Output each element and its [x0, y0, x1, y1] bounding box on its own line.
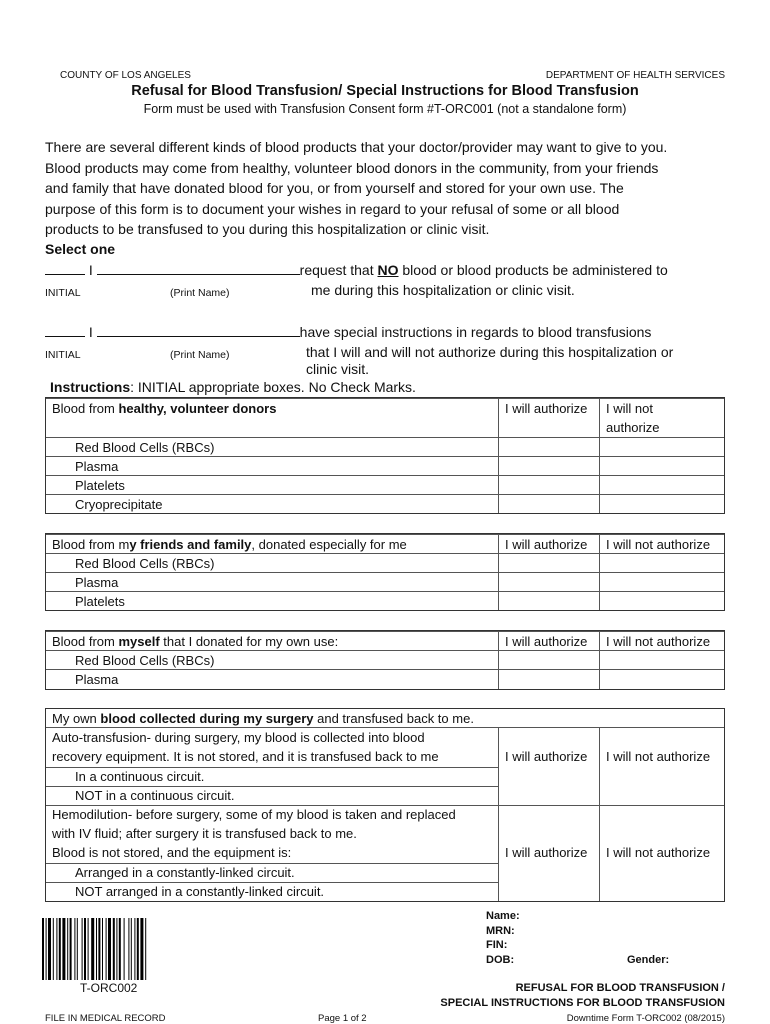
table-row[interactable] [46, 572, 724, 591]
hemodilution-line-3: Blood is not stored, and the equipment is: [52, 845, 292, 860]
authorize-header: I will authorize [505, 634, 588, 649]
product-label: Plasma [75, 672, 119, 687]
hemo-authorize-header: I will authorize [505, 845, 588, 860]
instructions-line [50, 379, 416, 395]
column-divider [498, 728, 499, 901]
table-header-row [46, 631, 724, 650]
product-label: Red Blood Cells (RBCs) [75, 556, 215, 571]
hemodilution-line-1: Hemodilution- before surgery, some of my blood is taken and replaced [52, 807, 456, 822]
product-label: Red Blood Cells (RBCs) [75, 653, 215, 668]
table-row[interactable] [46, 553, 724, 572]
row-divider [46, 805, 724, 806]
product-label: Plasma [75, 459, 119, 474]
option-2-text-b: that I will and will not authorize during this hospitalization or [306, 344, 674, 360]
table-surgery-blood [45, 708, 725, 902]
table-row[interactable] [46, 669, 724, 689]
row-divider [46, 786, 498, 787]
table-header-row [46, 398, 724, 437]
patient-dob-label: DOB: [486, 954, 515, 966]
auto-authorize-header: I will authorize [505, 749, 588, 764]
county-label: COUNTY OF LOS ANGELES [60, 70, 191, 81]
auto-transfusion-line-1: Auto-transfusion- during surgery, my blood is collected into blood [52, 730, 425, 745]
option-2-text-a: have special instructions in regards to blood transfusions [299, 324, 652, 340]
table-row[interactable] [46, 456, 724, 475]
row-divider [46, 863, 498, 864]
i-letter: I [88, 324, 93, 340]
table-myself [45, 630, 725, 690]
option-1-line [45, 261, 668, 278]
auto-option-not-continuous[interactable]: NOT in a continuous circuit. [75, 788, 235, 803]
authorize-header: I will authorize [505, 401, 588, 416]
option-1-name-field[interactable] [97, 261, 300, 275]
table-header-row [46, 709, 724, 728]
row-divider [46, 767, 498, 768]
patient-gender-label: Gender: [627, 954, 670, 966]
option-1-no: NO [377, 262, 399, 278]
option-2-text-c: clinic visit. [306, 361, 370, 377]
table-header-label: Blood from myself that I donated for my own use: [52, 634, 339, 649]
patient-mrn-label: MRN: [486, 925, 515, 937]
table-row[interactable] [46, 650, 724, 669]
instructions-label: Instructions [50, 379, 131, 395]
product-label: Plasma [75, 575, 119, 590]
footer-form-title-2: SPECIAL INSTRUCTIONS FOR BLOOD TRANSFUSION [440, 997, 725, 1009]
auto-transfusion-line-2: recovery equipment. It is not stored, and it is transfused back to me [52, 749, 439, 764]
option-1-text-b: blood or blood products be administered to [398, 262, 668, 278]
initial-label: INITIAL [45, 349, 81, 361]
table-header-label: My own blood collected during my surgery and transfused back to me. [52, 711, 474, 726]
footer-form-title-1: REFUSAL FOR BLOOD TRANSFUSION / [515, 982, 725, 994]
intro-line: purpose of this form is to document your wishes in regard to your refusal of some or all blood [45, 200, 620, 217]
barcode [40, 918, 186, 980]
not-authorize-header: I will not authorize [606, 537, 711, 552]
intro-paragraph [45, 137, 735, 240]
row-divider [46, 882, 498, 883]
department-label: DEPARTMENT OF HEALTH SERVICES [545, 70, 725, 81]
table-row[interactable] [46, 475, 724, 494]
table-volunteer-donors [45, 397, 725, 514]
authorize-header: I will authorize [505, 537, 588, 552]
not-authorize-header-line-2: authorize [606, 420, 660, 435]
instructions-text: : INITIAL appropriate boxes. No Check Marks. [130, 379, 416, 395]
form-title: Refusal for Blood Transfusion/ Special Instructions for Blood Transfusion [131, 83, 639, 99]
barcode-label: T-ORC002 [80, 981, 138, 995]
table-row[interactable] [46, 494, 724, 513]
table-header-row [46, 534, 724, 553]
patient-name-label: Name: [486, 910, 520, 922]
hemo-option-linked[interactable]: Arranged in a constantly-linked circuit. [75, 865, 295, 880]
option-2-initial-field[interactable] [45, 323, 85, 337]
downtime-form-number: Downtime Form T-ORC002 (08/2015) [566, 1013, 725, 1024]
intro-line: products to be transfused to you during this hospitalization or clinic visit. [45, 221, 490, 238]
option-2-line [45, 323, 651, 340]
option-1-initial-field[interactable] [45, 261, 85, 275]
not-authorize-header: I will not authorize [606, 634, 711, 649]
auto-option-continuous[interactable]: In a continuous circuit. [75, 769, 205, 784]
surgery-body [46, 727, 724, 901]
column-divider [599, 728, 600, 901]
hemo-option-not-linked[interactable]: NOT arranged in a constantly-linked circuit. [75, 884, 325, 899]
product-label: Cryoprecipitate [75, 497, 163, 512]
page-number: Page 1 of 2 [318, 1013, 367, 1024]
table-row[interactable] [46, 591, 724, 610]
file-in-medical-record: FILE IN MEDICAL RECORD [45, 1013, 166, 1024]
table-header-label: Blood from healthy, volunteer donors [52, 401, 277, 416]
initial-label: INITIAL [45, 287, 81, 299]
table-row[interactable] [46, 437, 724, 456]
print-name-label: (Print Name) [170, 287, 230, 299]
intro-line: There are several different kinds of blood products that your doctor/provider may want to give to you. [45, 139, 668, 155]
table-header-label: Blood from my friends and family, donated especially for me [52, 537, 407, 552]
hemodilution-line-2: with IV fluid; after surgery it is transfused back to me. [52, 826, 357, 841]
option-2-name-field[interactable] [97, 323, 300, 337]
product-label: Platelets [75, 594, 125, 609]
patient-fin-label: FIN: [486, 939, 508, 951]
intro-line: Blood products may come from healthy, volunteer blood donors in the community, from your friends [45, 159, 659, 176]
i-letter: I [88, 262, 93, 278]
product-label: Platelets [75, 478, 125, 493]
hemo-not-authorize-header: I will not authorize [606, 845, 711, 860]
select-one-heading: Select one [45, 241, 116, 257]
intro-line: and family that have donated blood for you, or from yourself and stored for your own use. The [45, 180, 624, 197]
auto-not-authorize-header: I will not authorize [606, 749, 711, 764]
not-authorize-header-line-1: I will not [606, 401, 653, 416]
option-1-text-a: request that [299, 262, 378, 278]
option-1-text-c: me during this hospitalization or clinic visit. [311, 282, 575, 298]
print-name-label: (Print Name) [170, 349, 230, 361]
table-friends-family [45, 533, 725, 611]
product-label: Red Blood Cells (RBCs) [75, 440, 215, 455]
form-subtitle: Form must be used with Transfusion Consent form #T-ORC001 (not a standalone form) [143, 102, 627, 116]
